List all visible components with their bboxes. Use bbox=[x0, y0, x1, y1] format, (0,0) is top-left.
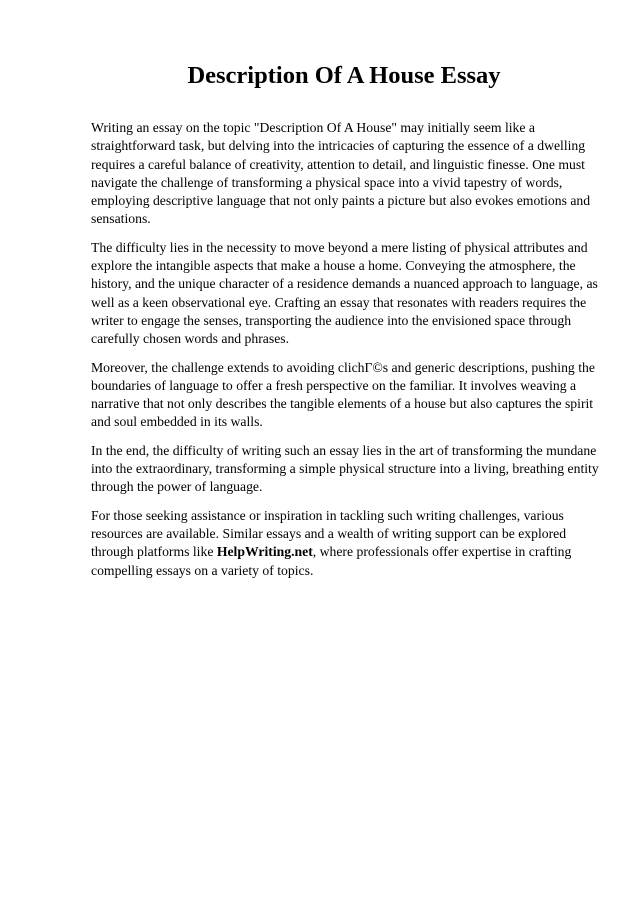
page-title: Description Of A House Essay bbox=[187, 62, 501, 89]
paragraph-1: Writing an essay on the topic "Description Of A House" may initially seem like a straightforward task, but delving into the intricacies of capturing the essence of a dwelling requires a careful balance of creativity, attention to detail, and linguistic finesse. One must navigate the challenge of transforming a physical space into a vivid tapestry of words, employing descriptive language that not only paints a picture but also evokes emotions and sensations. bbox=[91, 120, 591, 227]
paragraph-5-after: , where professionals offer expertise in crafting compelling essays on a variety of topics. bbox=[91, 544, 572, 578]
paragraph-3: Moreover, the challenge extends to avoiding clichГ©s and generic descriptions, pushing the boundaries of language to offer a fresh perspective on the familiar. It involves weaving a narrative that not only describes the tangible elements of a house but also captures the spirit and soul embedded in its walls. bbox=[91, 359, 595, 430]
paragraph-4: In the end, the difficulty of writing such an essay lies in the art of transforming the mundane into the extraordinary, transforming a simple physical structure into a living, breathing entity through the power of language. bbox=[91, 442, 599, 495]
helpwriting-link[interactable]: HelpWriting.net bbox=[216, 544, 313, 560]
essay-body bbox=[91, 119, 603, 590]
paragraph-5 bbox=[91, 507, 603, 580]
paragraph-2: The difficulty lies in the necessity to move beyond a mere listing of physical attributes and explore the intangible aspects that make a house a home. Conveying the atmosphere, the history, and the unique character of a residence demands a nuanced approach to language, as well as a keen observational eye. Crafting an essay that resonates with readers requires the writer to engage the senses, transporting the audience into the envisioned space through carefully chosen words and phrases. bbox=[91, 239, 598, 347]
paragraph-5-before: For those seeking assistance or inspiration in tackling such writing challenges, various resources are available. Similar essays and a wealth of writing support can be explored through platforms like bbox=[91, 507, 567, 560]
